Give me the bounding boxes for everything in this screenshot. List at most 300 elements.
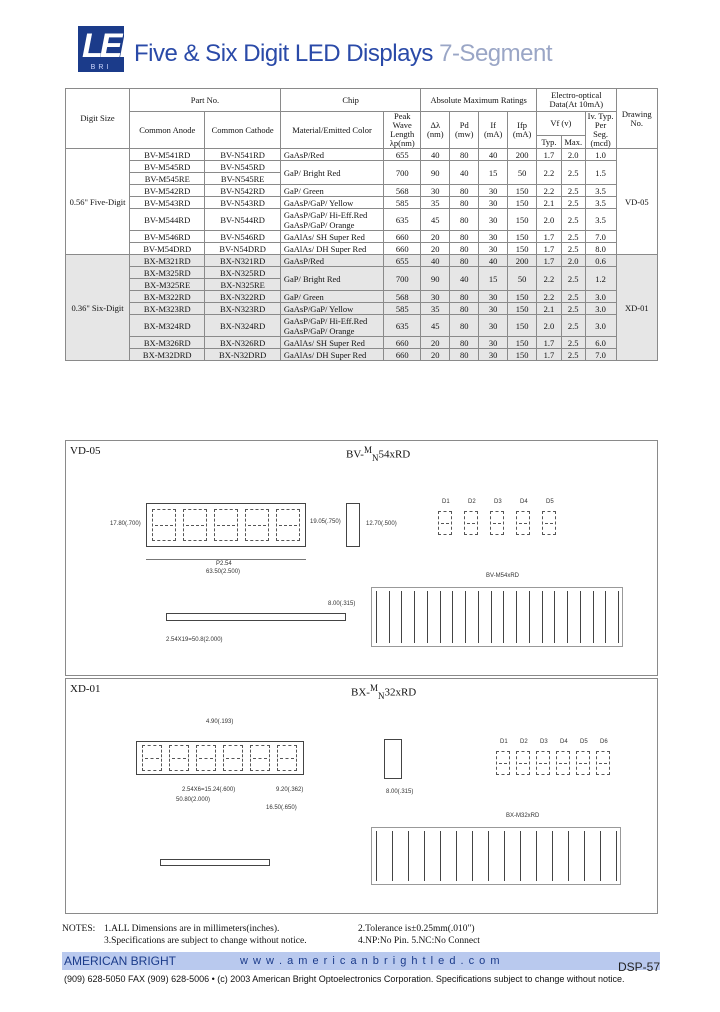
circuit-pin	[554, 591, 555, 643]
digit-size-cell: 0.56" Five-Digit	[66, 149, 130, 255]
value-ifp: 150	[508, 303, 537, 315]
th-electro-optical: Electro-optical Data(At 10mA)	[537, 89, 617, 112]
drawing-model	[351, 683, 416, 701]
value-dl: 35	[421, 197, 450, 209]
value-iv: 7.0	[585, 231, 616, 243]
value-typ: 2.0	[537, 209, 562, 231]
value-dl: 90	[421, 267, 450, 291]
chip-material-cell: GaAlAs/ SH Super Red	[280, 231, 383, 243]
circuit-pin	[376, 591, 377, 643]
segment-mid	[145, 758, 159, 759]
value-typ: 2.2	[537, 185, 562, 197]
table-row	[66, 315, 658, 337]
digit-label: D2	[468, 499, 476, 505]
segment-mid	[253, 758, 267, 759]
th-part-no: Part No.	[130, 89, 281, 112]
circuit-pin	[389, 591, 390, 643]
dim-digit-pitch: 4.90(.193)	[206, 719, 234, 725]
seven-segment-digit	[276, 509, 300, 541]
table-row	[66, 291, 658, 303]
th-material: Material/Emitted Color	[280, 112, 383, 149]
common-cathode-cell: BX-N321RD	[205, 255, 280, 267]
chip-material-cell: GaP/ Bright Red	[280, 267, 383, 291]
value-ifp: 150	[508, 243, 537, 255]
circuit-pin	[440, 591, 441, 643]
table-row	[66, 267, 658, 279]
digit-label: D1	[500, 739, 508, 745]
table-row	[66, 197, 658, 209]
value-typ: 2.2	[537, 161, 562, 185]
th-peak-wavelength: Peak Wave Length λp(nm)	[384, 112, 421, 149]
value-dl: 20	[421, 349, 450, 361]
value-dl: 20	[421, 231, 450, 243]
dim-length: 63.50(2.500)	[206, 569, 241, 575]
common-cathode-cell: BV-N542RD	[205, 185, 280, 197]
chip-material-cell: GaAlAs/ SH Super Red	[280, 337, 383, 349]
side-view-outline	[384, 739, 402, 779]
th-max: Max.	[561, 136, 585, 149]
common-anode-cell: BX-M321RD	[130, 255, 205, 267]
circuit-pin	[616, 831, 617, 881]
chip-material-cell: GaAlAs/ DH Super Red	[280, 243, 383, 255]
table-row	[66, 303, 658, 315]
value-iv: 6.0	[585, 337, 616, 349]
circuit-pin	[478, 591, 479, 643]
circuit-pin	[520, 831, 521, 881]
value-if: 30	[479, 337, 508, 349]
value-if: 30	[479, 349, 508, 361]
value-typ: 2.1	[537, 303, 562, 315]
dim-pitch: P2.54	[216, 561, 232, 567]
value-wl: 568	[384, 185, 421, 197]
company-name: AMERICAN BRIGHT	[64, 954, 177, 968]
dim-depth: 8.00(.315)	[386, 789, 414, 795]
dim-depth: 12.70(.500)	[366, 521, 397, 527]
digit-label: D5	[546, 499, 554, 505]
circuit-pin	[529, 591, 530, 643]
value-iv: 0.6	[585, 255, 616, 267]
table-row	[66, 255, 658, 267]
model-sub: N	[371, 452, 379, 463]
th-ifp: Ifp (mA)	[508, 112, 537, 149]
website-link[interactable]: w w w . a m e r i c a n b r i g h t l e d . c o m	[240, 955, 501, 967]
segment-mid	[519, 763, 527, 764]
circuit-pin	[567, 591, 568, 643]
dim-line-length	[146, 559, 306, 560]
value-max: 2.0	[561, 149, 585, 161]
segment-mid	[186, 525, 204, 526]
title-suffix: 7-Segment	[439, 40, 552, 67]
logo-letters: LED	[82, 27, 141, 65]
value-pd: 80	[450, 255, 479, 267]
value-iv: 8.0	[585, 243, 616, 255]
circuit-pin	[408, 831, 409, 881]
segment-mid	[599, 763, 607, 764]
value-if: 30	[479, 291, 508, 303]
th-if: If (mA)	[479, 112, 508, 149]
value-max: 2.5	[561, 185, 585, 197]
value-max: 2.5	[561, 349, 585, 361]
value-if: 40	[479, 255, 508, 267]
th-delta-lambda: Δλ (nm)	[421, 112, 450, 149]
circuit-pin	[424, 831, 425, 881]
value-max: 2.0	[561, 255, 585, 267]
th-pd: Pd (mw)	[450, 112, 479, 149]
table-row	[66, 161, 658, 173]
value-ifp: 50	[508, 161, 537, 185]
seven-segment-digit	[464, 511, 478, 535]
digit-size-cell: 0.36" Six-Digit	[66, 255, 130, 361]
value-typ: 2.0	[537, 315, 562, 337]
common-anode-cell: BV-M544RD	[130, 209, 205, 231]
segment-mid	[467, 523, 475, 524]
value-if: 15	[479, 161, 508, 185]
common-anode-cell: BV-M541RD	[130, 149, 205, 161]
value-ifp: 150	[508, 231, 537, 243]
chip-material-line: GaAsP/GaP/ Orange	[283, 325, 355, 336]
chip-material-cell: GaAsP/Red	[280, 255, 383, 267]
segment-mid	[441, 523, 449, 524]
th-abs-max: Absolute Maximum Ratings	[421, 89, 537, 112]
circuit-pin	[472, 831, 473, 881]
circuit-pin	[516, 591, 517, 643]
common-cathode-cell: BV-N543RD	[205, 197, 280, 209]
table-row	[66, 243, 658, 255]
value-wl: 655	[384, 149, 421, 161]
dim-height: 9.20(.362)	[276, 787, 304, 793]
drawing-xd01	[65, 678, 658, 914]
digit-label: D4	[520, 499, 528, 505]
circuit-pin	[504, 831, 505, 881]
table-row	[66, 209, 658, 231]
segment-mid	[217, 525, 235, 526]
common-anode-cell: BV-M546RD	[130, 231, 205, 243]
value-typ: 1.7	[537, 231, 562, 243]
circuit-diagram	[371, 587, 623, 647]
common-anode-cell: BX-M325RE	[130, 279, 205, 291]
common-cathode-cell: BX-N322RD	[205, 291, 280, 303]
value-pd: 40	[450, 267, 479, 291]
drawing-vd05	[65, 440, 658, 676]
table-row	[66, 185, 658, 197]
dim-pin-span: 2.54X6=15.24(.600)	[182, 787, 236, 793]
table-row	[66, 149, 658, 161]
circuit-pin	[542, 591, 543, 643]
segment-mid	[493, 523, 501, 524]
drawing-label: XD-01	[70, 683, 101, 695]
dim-length: 50.80(2.000)	[176, 797, 211, 803]
th-iv: Iv. Typ. Per Seg. (mcd)	[585, 112, 616, 149]
common-cathode-cell: BX-N326RD	[205, 337, 280, 349]
value-max: 2.5	[561, 161, 585, 185]
model-prefix: BX-	[351, 686, 370, 699]
value-ifp: 150	[508, 185, 537, 197]
value-dl: 20	[421, 243, 450, 255]
circuit-pin	[456, 831, 457, 881]
circuit-pin	[491, 591, 492, 643]
circuit-pin	[584, 831, 585, 881]
circuit-pin	[465, 591, 466, 643]
value-iv: 3.5	[585, 197, 616, 209]
circuit-pin	[452, 591, 453, 643]
digit-label: D4	[560, 739, 568, 745]
value-pd: 80	[450, 209, 479, 231]
digit-label: D3	[494, 499, 502, 505]
value-wl: 655	[384, 255, 421, 267]
spec-table	[65, 88, 658, 361]
value-pd: 80	[450, 243, 479, 255]
notes-label: NOTES:	[62, 924, 96, 934]
value-wl: 660	[384, 243, 421, 255]
value-wl: 660	[384, 349, 421, 361]
common-anode-cell: BV-M545RE	[130, 173, 205, 185]
value-ifp: 150	[508, 349, 537, 361]
common-anode-cell: BV-M545RD	[130, 161, 205, 173]
drawing-model	[346, 445, 410, 463]
segment-mid	[545, 523, 553, 524]
segment-mid	[226, 758, 240, 759]
logo-subtext: BRI	[90, 64, 112, 71]
segment-mid	[559, 763, 567, 764]
common-anode-cell: BV-M54DRD	[130, 243, 205, 255]
common-anode-cell: BV-M542RD	[130, 185, 205, 197]
value-max: 2.5	[561, 243, 585, 255]
value-iv: 3.0	[585, 315, 616, 337]
value-wl: 585	[384, 303, 421, 315]
value-dl: 45	[421, 315, 450, 337]
circuit-title: BV-M54xRD	[486, 573, 520, 579]
value-max: 2.5	[561, 197, 585, 209]
value-pd: 80	[450, 197, 479, 209]
common-anode-cell: BV-M543RD	[130, 197, 205, 209]
table-row	[66, 231, 658, 243]
seven-segment-digit	[516, 751, 530, 775]
table-row	[66, 337, 658, 349]
chip-material-line: GaAsP/GaP/ Orange	[283, 219, 355, 230]
value-iv: 1.5	[585, 161, 616, 185]
chip-material-cell: GaAlAs/ DH Super Red	[280, 349, 383, 361]
value-wl: 568	[384, 291, 421, 303]
seven-segment-digit	[142, 745, 162, 771]
seven-segment-digit	[556, 751, 570, 775]
dim-pin-span: 2.54X19=50.8(2.000)	[166, 637, 223, 643]
common-anode-cell: BX-M32DRD	[130, 349, 205, 361]
seven-segment-digit	[152, 509, 176, 541]
dim-width: 16.50(.650)	[266, 805, 297, 811]
drawing-no-cell: XD-01	[616, 255, 657, 361]
value-typ: 1.7	[537, 349, 562, 361]
common-cathode-cell: BV-N546RD	[205, 231, 280, 243]
value-iv: 7.0	[585, 349, 616, 361]
model-sub: N	[377, 690, 385, 701]
value-dl: 40	[421, 255, 450, 267]
seven-segment-digit	[490, 511, 504, 535]
common-cathode-cell: BV-N541RD	[205, 149, 280, 161]
circuit-pin	[536, 831, 537, 881]
circuit-pin	[580, 591, 581, 643]
value-max: 2.5	[561, 303, 585, 315]
circuit-pin	[503, 591, 504, 643]
value-iv: 1.0	[585, 149, 616, 161]
value-ifp: 200	[508, 255, 537, 267]
value-pd: 80	[450, 303, 479, 315]
value-pd: 80	[450, 231, 479, 243]
value-iv: 3.5	[585, 185, 616, 197]
value-wl: 635	[384, 209, 421, 231]
model-sup: M	[369, 683, 378, 693]
bottom-view-outline	[166, 613, 346, 621]
header-row-2	[66, 112, 658, 136]
table-row	[66, 349, 658, 361]
value-if: 40	[479, 149, 508, 161]
seven-segment-digit	[516, 511, 530, 535]
th-typ: Typ.	[537, 136, 562, 149]
note-3: 3.Specifications are subject to change without notice.	[104, 936, 307, 946]
digit-label: D2	[520, 739, 528, 745]
value-max: 2.5	[561, 315, 585, 337]
seven-segment-digit	[183, 509, 207, 541]
circuit-pin	[488, 831, 489, 881]
value-dl: 30	[421, 291, 450, 303]
circuit-pin	[552, 831, 553, 881]
th-common-anode: Common Anode	[130, 112, 205, 149]
common-anode-cell: BX-M325RD	[130, 267, 205, 279]
segment-mid	[499, 763, 507, 764]
note-1: 1.ALL Dimensions are in millimeters(inches).	[104, 924, 280, 934]
chip-material-cell	[280, 209, 383, 231]
digit-label: D1	[442, 499, 450, 505]
value-if: 30	[479, 197, 508, 209]
note-4: 4.NP:No Pin. 5.NC:No Connect	[358, 936, 480, 946]
value-iv: 1.2	[585, 267, 616, 291]
th-common-cathode: Common Cathode	[205, 112, 280, 149]
value-ifp: 150	[508, 209, 537, 231]
value-typ: 2.2	[537, 267, 562, 291]
segment-mid	[519, 523, 527, 524]
header-row-1	[66, 89, 658, 112]
value-pd: 80	[450, 315, 479, 337]
value-wl: 660	[384, 337, 421, 349]
common-cathode-cell: BV-N545RD	[205, 161, 280, 173]
segment-mid	[579, 763, 587, 764]
value-wl: 660	[384, 231, 421, 243]
contact-line: (909) 628-5050 FAX (909) 628-5006 • (c) 2003 American Bright Optoelectronics Corporation. Specifications subject to change without notice.	[64, 974, 625, 984]
common-cathode-cell: BX-N324RD	[205, 315, 280, 337]
seven-segment-digit	[496, 751, 510, 775]
circuit-pin	[414, 591, 415, 643]
value-dl: 90	[421, 161, 450, 185]
circuit-pin	[401, 591, 402, 643]
drawing-no-cell: VD-05	[616, 149, 657, 255]
value-ifp: 150	[508, 337, 537, 349]
common-cathode-cell: BX-N32DRD	[205, 349, 280, 361]
common-anode-cell: BX-M326RD	[130, 337, 205, 349]
value-wl: 635	[384, 315, 421, 337]
common-anode-cell: BX-M323RD	[130, 303, 205, 315]
model-suffix: 32xRD	[384, 686, 417, 699]
common-cathode-cell: BV-N54DRD	[205, 243, 280, 255]
segment-mid	[279, 525, 297, 526]
value-if: 30	[479, 209, 508, 231]
value-pd: 40	[450, 161, 479, 185]
six-digit-group	[66, 255, 658, 361]
circuit-pin	[593, 591, 594, 643]
seven-segment-digit	[542, 511, 556, 535]
value-pd: 80	[450, 185, 479, 197]
value-wl: 700	[384, 267, 421, 291]
chip-material-cell: GaP/ Green	[280, 185, 383, 197]
value-if: 30	[479, 315, 508, 337]
seven-segment-digit	[196, 745, 216, 771]
value-dl: 20	[421, 337, 450, 349]
circuit-pin	[605, 591, 606, 643]
value-max: 2.5	[561, 267, 585, 291]
value-if: 30	[479, 231, 508, 243]
dim-pin-length: 8.00(.315)	[328, 601, 356, 607]
model-prefix: BV-	[346, 448, 364, 461]
value-max: 2.5	[561, 209, 585, 231]
bottom-view-outline	[160, 859, 270, 866]
common-cathode-cell: BX-N325RE	[205, 279, 280, 291]
chip-material-cell: GaP/ Green	[280, 291, 383, 303]
value-if: 30	[479, 243, 508, 255]
th-vf: Vf (v)	[537, 112, 586, 136]
seven-segment-digit	[438, 511, 452, 535]
seven-segment-digit	[576, 751, 590, 775]
circuit-pin	[376, 831, 377, 881]
value-typ: 1.7	[537, 255, 562, 267]
value-pd: 80	[450, 349, 479, 361]
chip-material-cell: GaAsP/GaP/ Yellow	[280, 303, 383, 315]
seven-segment-digit	[245, 509, 269, 541]
common-cathode-cell: BX-N323RD	[205, 303, 280, 315]
note-2: 2.Tolerance is±0.25mm(.010")	[358, 924, 475, 934]
page-title	[134, 40, 552, 68]
value-ifp: 50	[508, 267, 537, 291]
value-if: 30	[479, 303, 508, 315]
seven-segment-digit	[277, 745, 297, 771]
value-ifp: 150	[508, 315, 537, 337]
drawing-label: VD-05	[70, 445, 101, 457]
value-iv: 3.5	[585, 209, 616, 231]
circuit-pin	[600, 831, 601, 881]
circuit-pin	[392, 831, 393, 881]
circuit-title: BX-M32xRD	[506, 813, 540, 819]
seven-segment-digit	[536, 751, 550, 775]
value-pd: 80	[450, 291, 479, 303]
value-typ: 1.7	[537, 149, 562, 161]
circuit-pin	[618, 591, 619, 643]
value-ifp: 200	[508, 149, 537, 161]
segment-mid	[248, 525, 266, 526]
chip-material-cell: GaP/ Bright Red	[280, 161, 383, 185]
value-dl: 45	[421, 209, 450, 231]
segment-mid	[539, 763, 547, 764]
digit-label: D5	[580, 739, 588, 745]
model-suffix: 54xRD	[378, 448, 411, 461]
value-if: 15	[479, 267, 508, 291]
common-anode-cell: BX-M324RD	[130, 315, 205, 337]
seven-segment-digit	[250, 745, 270, 771]
circuit-pin	[427, 591, 428, 643]
dim-height: 17.80(.700)	[110, 521, 141, 527]
segment-mid	[155, 525, 173, 526]
chip-material-cell	[280, 315, 383, 337]
th-chip: Chip	[280, 89, 420, 112]
value-dl: 40	[421, 149, 450, 161]
seven-segment-digit	[214, 509, 238, 541]
value-typ: 2.2	[537, 291, 562, 303]
